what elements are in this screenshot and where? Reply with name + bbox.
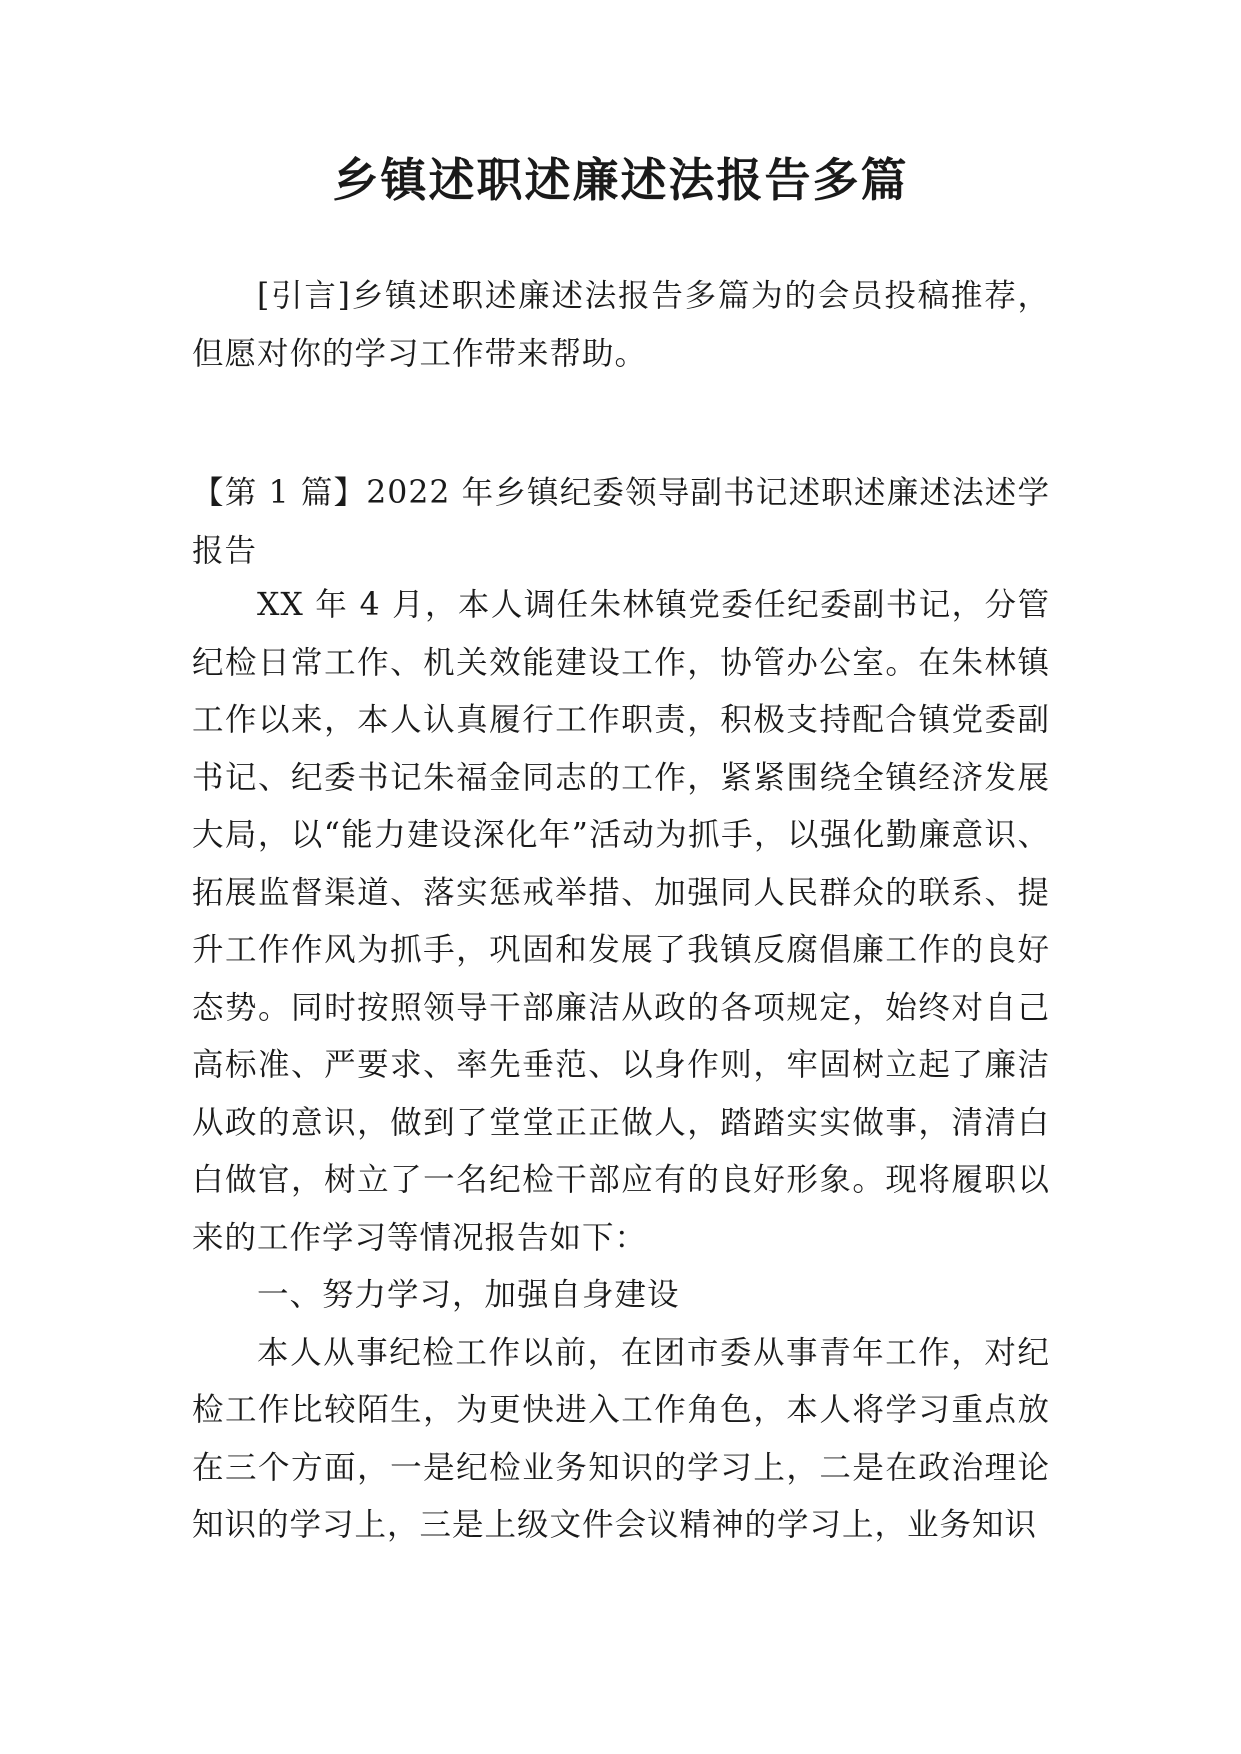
chapter-heading: 【第 1 篇】2022 年乡镇纪委领导副书记述职述廉述法述学报告 — [192, 475, 1050, 569]
article-body — [192, 577, 1050, 1555]
body-paragraph: XX 年 4 月，本人调任朱林镇党委任纪委副书记，分管纪检日常工作、机关效能建设工作，协管办公室。在朱林镇工作以来，本人认真履行工作职责，积极支持配合镇党委副书记、纪委书记朱福金同志的工作，紧紧围绕全镇经济发展大局，以“能力建设深化年”活动为抓手，以强化勤廉意识、拓展监督渠道、落实惩戒举措、加强同人民群众的联系、提升工作作风为抓手，巩固和发展了我镇反腐倡廉工作的良好态势。同时按照领导干部廉洁从政的各项规定，始终对自己高标准、严要求、率先垂范、以身作则，牢固树立起了廉洁从政的意识，做到了堂堂正正做人，踏踏实实做事，清清白白做官，树立了一名纪检干部应有的良好形象。现将履职以来的工作学习等情况报告如下： — [192, 587, 1050, 1256]
section-heading: 一、努力学习，加强自身建设 — [257, 1277, 680, 1313]
intro-paragraph: [引言]乡镇述职述廉述法报告多篇为的会员投稿推荐，但愿对你的学习工作带来帮助。 — [192, 278, 1050, 372]
body-paragraph: 本人从事纪检工作以前，在团市委从事青年工作，对纪检工作比较陌生，为更快进入工作角色，本人将学习重点放在三个方面，一是纪检业务知识的学习上，二是在政治理论知识的学习上，三是上级文件会议精神的学习上，业务知识 — [192, 1334, 1050, 1543]
document-title: 乡镇述职述廉述法报告多篇 — [332, 153, 909, 207]
